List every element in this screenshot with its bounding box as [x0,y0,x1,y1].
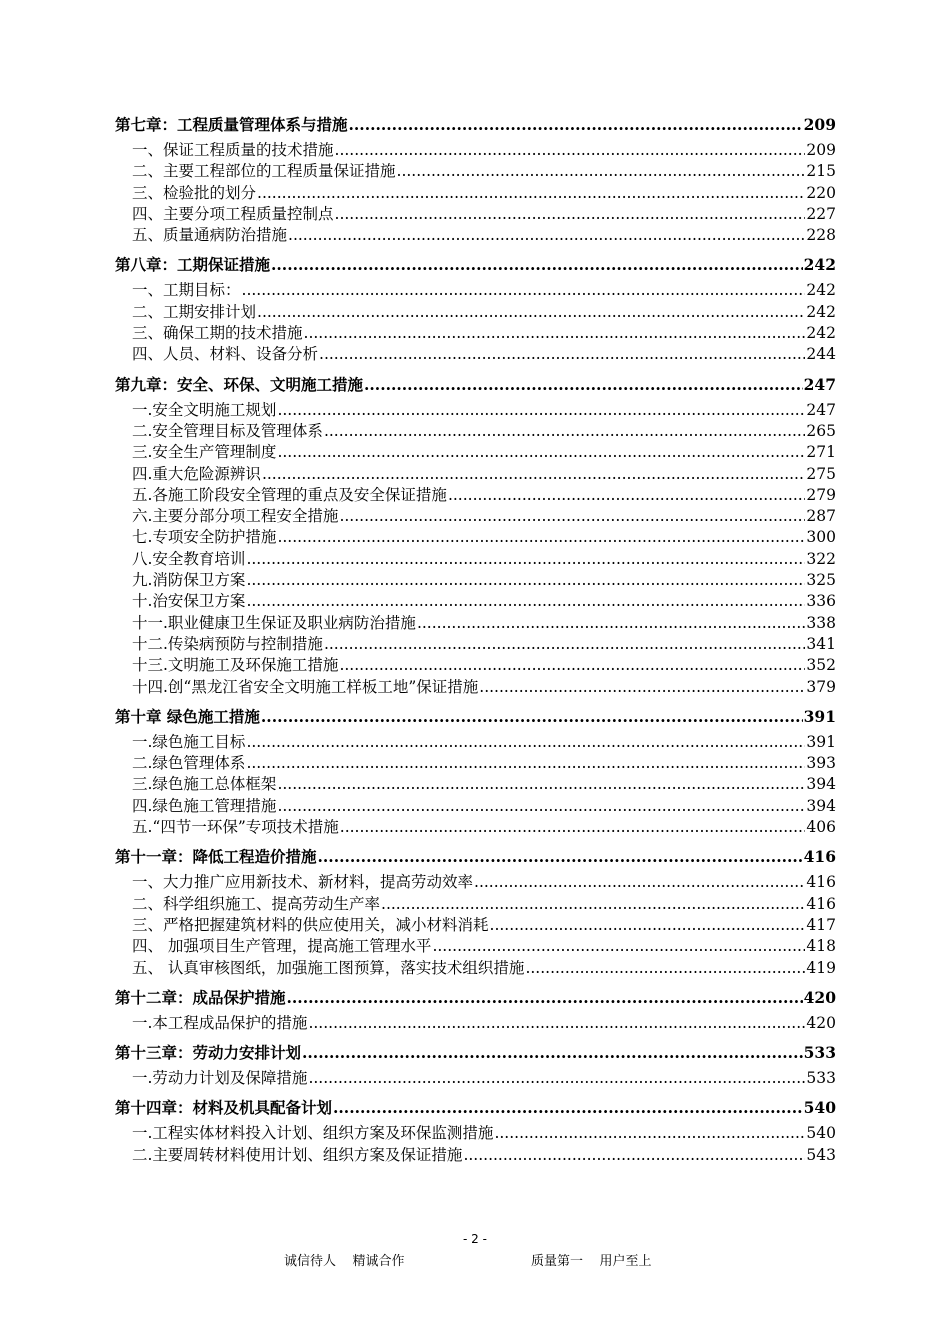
toc-page-number: 533 [803,1043,836,1063]
toc-section-entry[interactable] [115,506,836,527]
toc-section-entry[interactable] [115,958,836,979]
toc-chapter-entry[interactable] [115,844,836,869]
toc-dot-leader [335,204,806,225]
toc-section-entry[interactable] [115,796,836,817]
toc-entry-title: 第十四章：材料及机具配备计划 [115,1098,333,1118]
toc-section-entry[interactable] [115,527,836,548]
toc-entry-title: 二、科学组织施工、提高劳动生产率 [132,894,381,913]
toc-dot-leader [302,1040,803,1065]
toc-entry-title: 一、保证工程质量的技术措施 [132,141,334,159]
toc-dot-leader [308,1013,805,1034]
toc-dot-leader [246,570,805,591]
toc-section-entry[interactable] [115,344,836,365]
toc-page-number: 417 [806,915,836,934]
toc-entry-title: 第八章：工期保证措施 [115,255,271,275]
toc-entry-title: 第七章：工程质量管理体系与措施 [115,115,348,134]
toc-page-number: 220 [806,183,836,202]
toc-entry-title: 九.消防保卫方案 [132,571,246,590]
toc-dot-leader [339,506,805,527]
toc-entry-title: 第九章：安全、环保、文明施工措施 [115,374,364,394]
toc-page-number: 247 [803,374,836,394]
toc-page-number: 406 [806,818,836,837]
toc-entry-title: 三.绿色施工总体框架 [132,775,277,794]
toc-section-entry[interactable] [115,655,836,676]
toc-section-entry[interactable] [115,613,836,634]
toc-dot-leader [277,796,805,817]
toc-dot-leader [262,464,805,485]
toc-entry-title: 二.主要周转材料使用计划、组织方案及保证措施 [132,1145,463,1164]
toc-page-number: 394 [806,775,836,794]
toc-page-number: 540 [803,1098,836,1118]
toc-page-number: 338 [806,613,836,632]
toc-dot-leader [246,753,805,774]
toc-entry-title: 二、主要工程部位的工程质量保证措施 [132,162,396,181]
toc-section-entry[interactable] [115,1145,836,1166]
toc-section-entry[interactable] [115,753,836,774]
toc-section-entry[interactable] [115,915,836,936]
toc-entry-title: 三、确保工期的技术措施 [132,324,303,343]
toc-chapter-entry[interactable] [115,1095,836,1120]
toc-entry-title: 八.安全教育培训 [132,549,246,568]
toc-entry-title: 五.各施工阶段安全管理的重点及安全保证措施 [132,485,447,504]
toc-entry-title: 四、 加强项目生产管理，提高施工管理水平 [132,937,432,956]
toc-page-number: 391 [803,706,836,726]
toc-page-number: 416 [806,894,836,913]
footer-motto-left: 诚信待人 精诚合作 [284,1254,405,1269]
page-number: - 2 - [463,1232,487,1246]
toc-chapter-entry[interactable] [115,1040,836,1065]
toc-section-entry[interactable] [115,442,836,463]
toc-entry-title: 第十三章：劳动力安排计划 [115,1043,302,1063]
toc-page-number: 394 [806,796,836,815]
toc-page-number: 242 [806,324,836,343]
toc-section-entry[interactable] [115,1013,836,1034]
toc-dot-leader [257,183,805,204]
toc-entry-title: 六.主要分部分项工程安全措施 [132,507,339,526]
toc-entry-title: 第十一章：降低工程造价措施 [115,847,317,867]
toc-dot-leader [288,225,805,246]
toc-entry-title: 五、质量通病防治措施 [132,226,288,245]
toc-page-number: 416 [803,847,836,867]
toc-section-entry[interactable] [115,302,836,323]
toc-entry-title: 二、工期安排计划 [132,302,257,321]
toc-entry-title: 十一.职业健康卫生保证及职业病防治措施 [132,613,416,632]
toc-section-entry[interactable] [115,421,836,442]
toc-page-number: 228 [806,226,836,245]
toc-page-number: 418 [806,937,836,956]
toc-page-number: 247 [806,400,836,419]
toc-dot-leader [277,527,805,548]
toc-entry-title: 七.专项安全防护措施 [132,528,277,547]
toc-section-entry[interactable] [115,161,836,182]
toc-section-entry[interactable] [115,225,836,246]
toc-section-entry[interactable] [115,872,836,893]
toc-page-number: 416 [806,873,836,892]
toc-dot-leader [277,442,805,463]
toc-dot-leader [417,613,805,634]
toc-dot-leader [381,894,805,915]
toc-page-number: 227 [806,204,836,223]
toc-dot-leader [479,677,805,698]
toc-page-number: 379 [806,677,836,696]
toc-section-entry[interactable] [115,591,836,612]
toc-dot-leader [463,1145,805,1166]
toc-entry-title: 二.绿色管理体系 [132,754,246,773]
toc-page-number: 242 [803,255,836,275]
toc-dot-leader [277,400,805,421]
toc-entry-title: 一.工程实体材料投入计划、组织方案及环保监测措施 [132,1124,494,1143]
toc-entry-title: 一、工期目标： [132,281,241,300]
toc-dot-leader [349,112,803,137]
toc-dot-leader [319,344,805,365]
toc-section-entry[interactable] [115,774,836,795]
toc-page-number: 352 [806,656,836,675]
toc-dot-leader [474,872,805,893]
toc-entry-title: 十二.传染病预防与控制措施 [132,634,323,653]
toc-dot-leader [335,140,806,161]
toc-section-entry[interactable] [115,570,836,591]
toc-entry-title: 一.绿色施工目标 [132,732,246,751]
toc-section-entry[interactable] [115,1068,836,1089]
toc-dot-leader [525,958,805,979]
toc-dot-leader [324,421,805,442]
toc-entry-title: 二.安全管理目标及管理体系 [132,421,323,440]
toc-page-number: 322 [806,549,836,568]
toc-page-number: 419 [806,958,836,977]
toc-dot-leader [304,323,806,344]
toc-page-number: 300 [806,528,836,547]
toc-entry-title: 十三.文明施工及环保施工措施 [132,656,339,675]
toc-dot-leader [271,252,803,277]
toc-dot-leader [308,1068,805,1089]
toc-chapter-entry[interactable] [115,372,836,397]
toc-chapter-entry[interactable] [115,985,836,1010]
toc-page-number: 244 [806,345,836,364]
toc-section-entry[interactable] [115,204,836,225]
toc-dot-leader [324,634,805,655]
toc-chapter-entry[interactable] [115,112,836,137]
toc-section-entry[interactable] [115,1123,836,1144]
toc-section-entry[interactable] [115,634,836,655]
toc-dot-leader [397,161,806,182]
toc-page-number: 209 [806,141,836,159]
toc-dot-leader [246,732,805,753]
toc-dot-leader [257,302,805,323]
toc-dot-leader [246,591,805,612]
toc-section-entry[interactable] [115,485,836,506]
toc-entry-title: 十.治安保卫方案 [132,592,246,611]
toc-page-number: 420 [806,1013,836,1032]
toc-page-number: 242 [806,281,836,300]
toc-page-number: 265 [806,421,836,440]
toc-section-entry[interactable] [115,894,836,915]
toc-dot-leader [432,936,805,957]
toc-dot-leader [340,817,806,838]
toc-dot-leader [494,1123,805,1144]
toc-page-number: 325 [806,571,836,590]
toc-dot-leader [490,915,806,936]
toc-section-entry[interactable] [115,464,836,485]
toc-dot-leader [318,844,803,869]
toc-entry-title: 一、大力推广应用新技术、新材料，提高劳动效率 [132,873,474,892]
toc-section-entry[interactable] [115,183,836,204]
toc-section-entry[interactable] [115,732,836,753]
toc-entry-title: 四、主要分项工程质量控制点 [132,204,334,223]
toc-entry-title: 一.安全文明施工规划 [132,400,277,419]
toc-page-number: 242 [806,302,836,321]
toc-section-entry[interactable] [115,677,836,698]
toc-dot-leader [364,372,803,397]
table-of-contents [115,112,836,1166]
toc-entry-title: 四.重大危险源辨识 [132,464,261,483]
toc-page-number: 393 [806,754,836,773]
toc-chapter-entry[interactable] [115,704,836,729]
toc-dot-leader [242,280,806,301]
toc-page-number: 215 [806,162,836,181]
toc-entry-title: 四.绿色施工管理措施 [132,796,277,815]
toc-page-number: 271 [806,443,836,462]
toc-section-entry[interactable] [115,140,836,161]
toc-entry-title: 一.本工程成品保护的措施 [132,1013,308,1032]
toc-section-entry[interactable] [115,400,836,421]
toc-entry-title: 三、严格把握建筑材料的供应使用关，减小材料消耗 [132,915,489,934]
toc-section-entry[interactable] [115,817,836,838]
toc-dot-leader [448,485,805,506]
toc-dot-leader [339,655,805,676]
toc-dot-leader [261,704,803,729]
toc-entry-title: 第十章 绿色施工措施 [115,706,260,726]
toc-entry-title: 三.安全生产管理制度 [132,443,277,462]
toc-dot-leader [277,774,805,795]
toc-page-number: 279 [806,485,836,504]
toc-section-entry[interactable] [115,280,836,301]
toc-entry-title: 四、人员、材料、设备分析 [132,345,319,364]
toc-section-entry[interactable] [115,936,836,957]
toc-dot-leader [333,1095,803,1120]
toc-page-number: 209 [803,115,836,134]
toc-page-number: 540 [806,1124,836,1143]
toc-entry-title: 一.劳动力计划及保障措施 [132,1069,308,1088]
toc-page-number: 336 [806,592,836,611]
toc-entry-title: 五.“四节一环保”专项技术措施 [132,818,339,837]
toc-page-number: 275 [806,464,836,483]
toc-entry-title: 三、检验批的划分 [132,183,257,202]
toc-page-number: 287 [806,507,836,526]
toc-dot-leader [246,549,805,570]
toc-entry-title: 五、 认真审核图纸，加强施工图预算，落实技术组织措施 [132,958,525,977]
footer-motto-right: 质量第一 用户至上 [531,1254,652,1269]
toc-section-entry[interactable] [115,549,836,570]
toc-chapter-entry[interactable] [115,252,836,277]
toc-dot-leader [287,985,803,1010]
toc-page-number: 533 [806,1069,836,1088]
toc-page-number: 543 [806,1145,836,1164]
toc-page-number: 341 [806,634,836,653]
toc-page-number: 420 [803,987,836,1007]
toc-section-entry[interactable] [115,323,836,344]
toc-entry-title: 第十二章：成品保护措施 [115,987,286,1007]
toc-entry-title: 十四.创“黑龙江省安全文明施工样板工地”保证措施 [132,677,479,696]
toc-page-number: 391 [806,732,836,751]
